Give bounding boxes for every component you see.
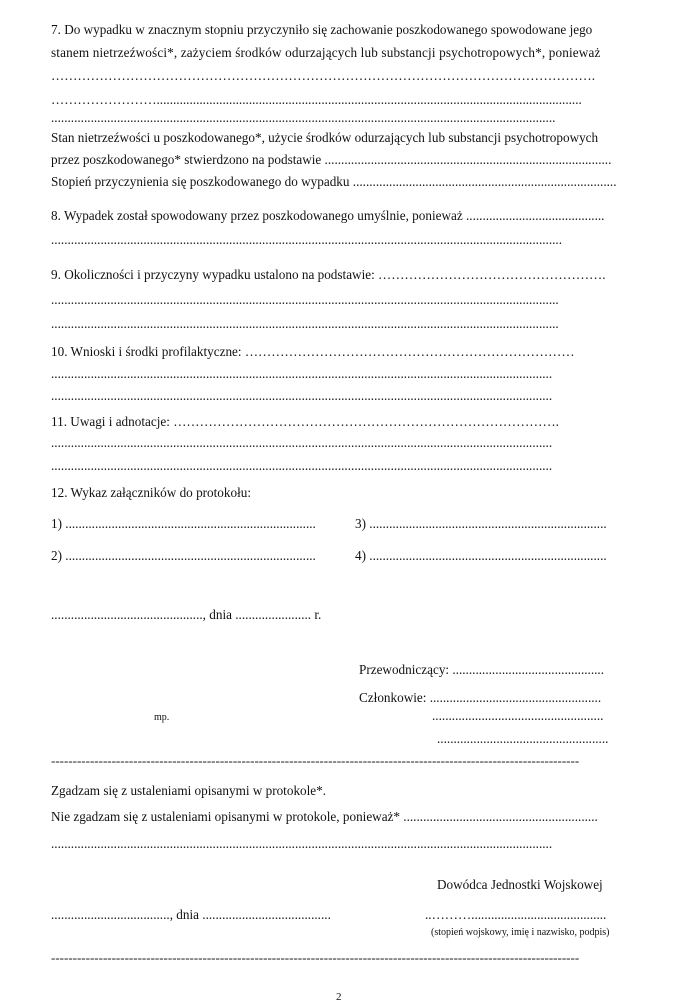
place-date-line: .............................................., dnia ....................... r. (51, 607, 322, 622)
attachment-1: 1) ............................................................................ (51, 516, 316, 531)
attachment-3: 3) ........................................................................ (355, 516, 607, 531)
section-9-dots-2: .......................................................................................................................................................... (51, 316, 559, 331)
section-7-dots-2: ……………………................................................................................................................................. (51, 92, 582, 107)
agree-statement: Zgadzam się z ustaleniami opisanymi w protokole*. (51, 783, 327, 798)
section-10-dots-2: ........................................................................................................................................................ (51, 388, 553, 403)
section-12-heading: 12. Wykaz załączników do protokołu: (51, 485, 252, 500)
separator-line-bottom: -------------------------------------------------------------------------------------------------------------------------- (51, 951, 580, 965)
section-7-line-2: stanem nietrzeźwości*, zażyciem środków odurzających lub substancji psychotropowych*, ponieważ (51, 45, 601, 60)
commander-title: Dowódca Jednostki Wojskowej (437, 877, 603, 892)
section-8-dots-1: ........................................................................................................................................................... (51, 232, 563, 247)
commission-member-3: .................................................... (437, 731, 609, 746)
section-11-dots-1: ........................................................................................................................................................ (51, 435, 553, 450)
commander-place-date: ...................................., dnia ....................................... (51, 907, 331, 922)
agreement-dots: ........................................................................................................................................................ (51, 836, 553, 851)
separator-line: -------------------------------------------------------------------------------------------------------------------------- (51, 754, 580, 768)
section-7-dots-3: ......................................................................................................................................................... (51, 110, 556, 125)
section-11-line-1: 11. Uwagi i adnotacje: ……………………………………………………………………………. (51, 414, 559, 429)
attachment-2: 2) ............................................................................ (51, 548, 316, 563)
section-7-line-4: przez poszkodowanego* stwierdzono na podstawie ....................................................................................... (51, 152, 612, 167)
section-7-line-5: Stopień przyczynienia się poszkodowanego do wypadku ................................................................................ (51, 174, 617, 189)
commission-members: Członkowie: .................................................... (359, 690, 602, 705)
section-10-line-1: 10. Wnioski i środki profilaktyczne: ………………………………………………………………… (51, 344, 575, 359)
section-7-line-3: Stan nietrzeźwości u poszkodowanego*, użycie środków odurzających lub substancji psychotropowych (51, 130, 599, 145)
commission-member-2: .................................................... (432, 708, 604, 723)
commission-chair: Przewodniczący: .............................................. (359, 662, 605, 677)
commander-signature-line: ..………......................................... (425, 907, 607, 922)
section-7-line-1: 7. Do wypadku w znacznym stopniu przyczyniło się zachowanie poszkodowanego spowodowane jego (51, 22, 593, 37)
stamp-label: mp. (154, 712, 170, 723)
section-7-dots-1: ……………………………………………………………………………………………………………. (51, 68, 595, 83)
section-11-dots-2: ........................................................................................................................................................ (51, 458, 553, 473)
page-number: 2 (336, 991, 342, 1003)
attachment-4: 4) ........................................................................ (355, 548, 607, 563)
section-10-dots-1: ........................................................................................................................................................ (51, 366, 553, 381)
disagree-statement: Nie zgadzam się z ustaleniami opisanymi w protokole, ponieważ* ........................................................... (51, 809, 598, 824)
signature-caption: (stopień wojskowy, imię i nazwisko, podpis) (431, 927, 610, 938)
section-9-line-1: 9. Okoliczności i przyczyny wypadku ustalono na podstawie: ……………………………………………. (51, 267, 606, 282)
section-8-line-1: 8. Wypadek został spowodowany przez poszkodowanego umyślnie, ponieważ .......................................... (51, 208, 605, 223)
section-9-dots-1: .......................................................................................................................................................... (51, 292, 559, 307)
